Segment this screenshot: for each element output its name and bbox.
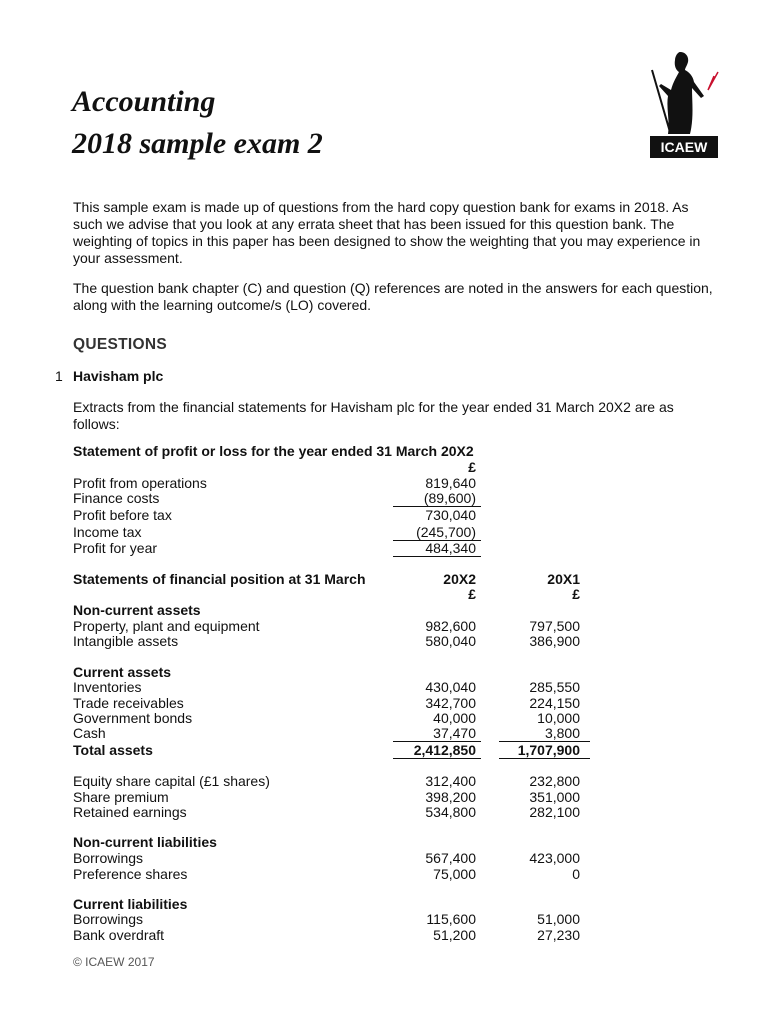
- value-20x1: 0: [572, 866, 580, 882]
- row-label: Preference shares: [73, 866, 188, 882]
- table-row: [0, 618, 768, 634]
- value-20x1: 232,800: [529, 773, 580, 789]
- underline-rule: [499, 758, 590, 759]
- value-20x2: 580,040: [425, 633, 476, 649]
- row-label: Non-current assets: [73, 602, 201, 618]
- value-20x2: 312,400: [425, 773, 476, 789]
- row-label: Government bonds: [73, 710, 193, 726]
- table-row: [0, 490, 768, 506]
- section-heading: QUESTIONS: [73, 336, 167, 353]
- value-20x2: 342,700: [425, 695, 476, 711]
- row-label: Retained earnings: [73, 804, 187, 820]
- value-20x2: (245,700): [416, 524, 476, 540]
- row-label: Finance costs: [73, 490, 160, 506]
- row-label: Share premium: [73, 789, 169, 805]
- value-20x2: £: [468, 586, 476, 602]
- row-label: Property, plant and equipment: [73, 618, 260, 634]
- table-row: [0, 586, 768, 602]
- row-label: Intangible assets: [73, 633, 179, 649]
- value-20x1: 51,000: [537, 911, 580, 927]
- value-20x2: 484,340: [425, 540, 476, 556]
- table-row: [0, 633, 768, 649]
- value-20x1: 351,000: [529, 789, 580, 805]
- table-row: [0, 443, 768, 459]
- value-20x2: (89,600): [423, 490, 476, 506]
- row-label: Borrowings: [73, 850, 144, 866]
- value-20x1: 282,100: [529, 804, 580, 820]
- svg-text:ICAEW: ICAEW: [660, 139, 708, 155]
- value-20x1: 3,800: [544, 725, 580, 741]
- table-row: [0, 773, 768, 789]
- table-row: [0, 850, 768, 866]
- row-label: Bank overdraft: [73, 927, 165, 943]
- value-20x2: 37,470: [433, 725, 476, 741]
- value-20x2: 2,412,850: [413, 742, 476, 758]
- row-label: Statements of financial position at 31 March: [73, 571, 366, 587]
- value-20x2: 51,200: [433, 927, 476, 943]
- table-row: [0, 710, 768, 726]
- value-20x1: 797,500: [529, 618, 580, 634]
- table-row: [0, 742, 768, 758]
- question-title: Havisham plc: [73, 368, 164, 384]
- table-row: [0, 804, 768, 820]
- table-row: [0, 866, 768, 882]
- value-20x1: 285,550: [529, 679, 580, 695]
- question-text: Extracts from the financial statements for Havisham plc for the year ended 31 March 20X2 are as follows:: [73, 399, 674, 432]
- value-20x2: 982,600: [425, 618, 476, 634]
- question-number: 1: [55, 368, 63, 384]
- table-row: [0, 911, 768, 927]
- table-row: [0, 896, 768, 912]
- value-20x1: 10,000: [537, 710, 580, 726]
- value-20x2: 398,200: [425, 789, 476, 805]
- value-20x1: £: [572, 586, 580, 602]
- table-row: [0, 602, 768, 618]
- value-20x2: £: [468, 459, 476, 475]
- icaew-logo: [640, 48, 730, 163]
- row-label: Cash: [73, 725, 106, 741]
- value-20x1: 224,150: [529, 695, 580, 711]
- value-20x2: 75,000: [433, 866, 476, 882]
- value-20x2: 534,800: [425, 804, 476, 820]
- row-label: Equity share capital (£1 shares): [73, 773, 270, 789]
- table-row: [0, 507, 768, 523]
- title-line-2: 2018 sample exam 2: [72, 127, 323, 160]
- underline-rule: [393, 758, 481, 759]
- row-label: Current assets: [73, 664, 172, 680]
- value-20x1: 27,230: [537, 927, 580, 943]
- row-label: Total assets: [73, 742, 153, 758]
- value-20x2: 730,040: [425, 507, 476, 523]
- table-row: [0, 475, 768, 491]
- row-label: Profit from operations: [73, 475, 207, 491]
- value-20x1: 1,707,900: [517, 742, 580, 758]
- table-row: [0, 789, 768, 805]
- row-label: Trade receivables: [73, 695, 184, 711]
- table-row: [0, 834, 768, 850]
- value-20x2: 567,400: [425, 850, 476, 866]
- table-row: [0, 571, 768, 587]
- row-label: Profit for year: [73, 540, 158, 556]
- table-row: [0, 679, 768, 695]
- value-20x2: 115,600: [426, 911, 476, 927]
- row-label: Current liabilities: [73, 896, 188, 912]
- row-label: Income tax: [73, 524, 142, 540]
- row-label: Profit before tax: [73, 507, 172, 523]
- table-row: [0, 524, 768, 540]
- value-20x2: 819,640: [425, 475, 476, 491]
- value-20x1: 423,000: [529, 850, 580, 866]
- value-20x1: 386,900: [529, 633, 580, 649]
- row-label: Non-current liabilities: [73, 834, 217, 850]
- title-line-1: Accounting: [72, 85, 216, 118]
- table-row: [0, 725, 768, 741]
- row-label: Borrowings: [73, 911, 144, 927]
- value-20x2: 20X2: [443, 571, 476, 587]
- table-row: [0, 664, 768, 680]
- intro-paragraph-1: This sample exam is made up of questions from the hard copy question bank for exams in 2018. As such we advise that you look at any errata sheet that has been issued for this question bank. The weighting of topics in this paper has been designed to show the weighting that you may experience in your assessment.: [73, 199, 701, 266]
- value-20x2: 430,040: [425, 679, 476, 695]
- value-20x2: 40,000: [433, 710, 476, 726]
- footer-copyright: © ICAEW 2017: [73, 955, 155, 969]
- table-row: [0, 695, 768, 711]
- row-label: Statement of profit or loss for the year ended 31 March 20X2: [73, 443, 474, 459]
- row-label: Inventories: [73, 679, 142, 695]
- table-row: [0, 459, 768, 475]
- table-row: [0, 540, 768, 556]
- underline-rule: [393, 556, 481, 557]
- table-row: [0, 927, 768, 943]
- value-20x1: 20X1: [547, 571, 580, 587]
- intro-paragraph-2: The question bank chapter (C) and question (Q) references are noted in the answers for each question, along with the learning outcome/s (LO) covered.: [73, 280, 713, 313]
